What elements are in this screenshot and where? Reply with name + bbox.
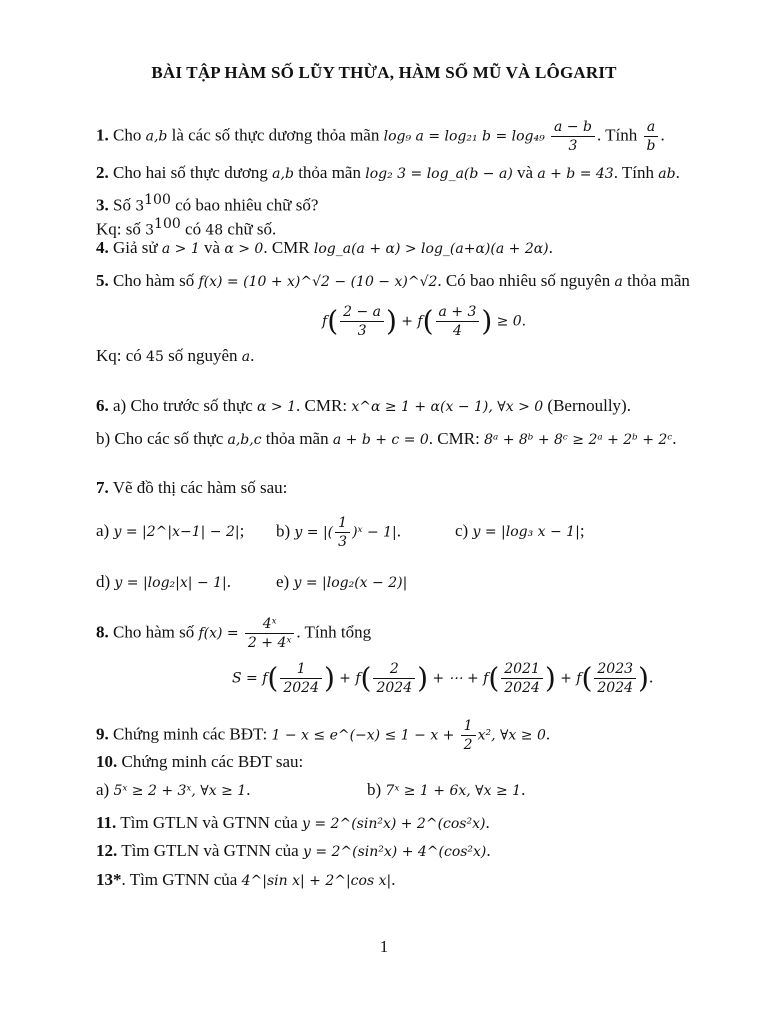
problem-8: 8. Cho hàm số f(x) = $\frac{\text{4ˣ}}{\text{2 + 4ˣ}}$ . Tính tổng [96,616,372,651]
fraction: $\frac{2}{2024}$ [373,660,415,697]
fraction: $\frac{2 - a}{3}$ [340,303,384,340]
problem-10: 10. Chứng minh các BĐT sau: [96,752,304,771]
problem-5: 5. Cho hàm số f(x) = (10 + x)^√2 − (10 − x)^√2. Có bao nhiêu số nguyên a thỏa mãn [96,271,690,290]
problem-8-sum: S = f( $\frac{1}{2024}$ ) + f( $\frac{2}{2024}$ ) + ⋯ + f( $\frac{2021}{2024}$ ) + f( $\frac{2023}{2024}$ ). [232,661,654,696]
problem-4: 4. Giả sử a > 1 và α > 0. CMR log_a(a + α) > log_(a+α)(a + 2α). [96,238,553,257]
fraction: $\frac{a + 3}{4}$ [436,303,480,340]
problem-9: 9. Chứng minh các BĐT: 1 − x ≤ e^(−x) ≤ 1 − x + $\frac{1}{2}$ x², ∀x ≥ 0. [96,718,551,753]
problem-7d: d) y = |log₂|x| − 1|. [96,572,231,591]
problem-10b: b) 7ˣ ≥ 1 + 6x, ∀x ≥ 1. [367,780,526,799]
fraction: $\frac{2021}{2024}$ [501,660,543,697]
fraction: $\frac{a}{b}$ [644,118,659,155]
problem-11: 11. Tìm GTLN và GTNN của y = 2^(sin²x) + 2^(cos²x). [96,813,490,832]
problem-6a: 6. a) Cho trước số thực α > 1. CMR: x^α ≥ 1 + α(x − 1), ∀x > 0 (Bernoully). [96,396,631,415]
fraction: $\frac{1}{2024}$ [280,660,322,697]
problem-6b: b) Cho các số thực a,b,c thỏa mãn a + b + c = 0. CMR: 8ᵃ + 8ᵇ + 8ᶜ ≥ 2ᵃ + 2ᵇ + 2ᶜ. [96,429,677,448]
problem-7e: e) y = |log₂(x − 2)| [276,572,408,591]
page-number: 1 [379,937,389,956]
problem-5-answer: Kq: có 45 số nguyên a. [96,346,255,365]
problem-12: 12. Tìm GTLN và GTNN của y = 2^(sin²x) + 4^(cos²x). [96,841,491,860]
problem-1: 1. Cho a,b là các số thực dương thỏa mãn log₉ a = log₂₁ b = log₄₉ $\frac{a - b}{3}$ . Tính $\frac{a}{b}$ . [96,119,665,154]
fraction: $\frac{1}{2}$ [461,717,476,754]
problem-2: 2. Cho hai số thực dương a,b thỏa mãn log₂ 3 = log_a(b − a) và a + b = 43. Tính ab. [96,163,680,182]
problem-13: 13*. Tìm GTNN của 4^|sin x| + 2^|cos x|. [96,870,396,889]
problem-3: 3. Số $3^{100}$ có bao nhiêu chữ số? [96,192,319,215]
fraction: $\frac{2023}{2024}$ [594,660,636,697]
fraction: $\frac{a - b}{3}$ [551,118,595,155]
problem-10a: a) 5ˣ ≥ 2 + 3ˣ, ∀x ≥ 1. [96,780,251,799]
document-title: BÀI TẬP HÀM SỐ LŨY THỪA, HÀM SỐ MŨ VÀ LÔGARIT [151,63,617,82]
problem-5-equation: f( $\frac{2 - a}{3}$ ) + f( $\frac{a + 3}{4}$ ) ≥ 0. [322,304,527,339]
problem-7: 7. Vẽ đồ thị các hàm số sau: [96,478,288,497]
problem-7b: b) y = |( $\frac{1}{3}$ )ˣ − 1|. [276,515,401,550]
problem-3-answer: Kq: số $3^{100}$ có 48 chữ số. [96,216,277,239]
fraction: $\frac{1}{3}$ [335,514,350,551]
problem-7c: c) y = |log₃ x − 1|; [455,521,585,540]
fraction: $\frac{\text{4ˣ}}{\text{2 + 4ˣ}}$ [245,615,294,652]
problem-7a: a) y = |2^|x−1| − 2|; [96,521,245,540]
